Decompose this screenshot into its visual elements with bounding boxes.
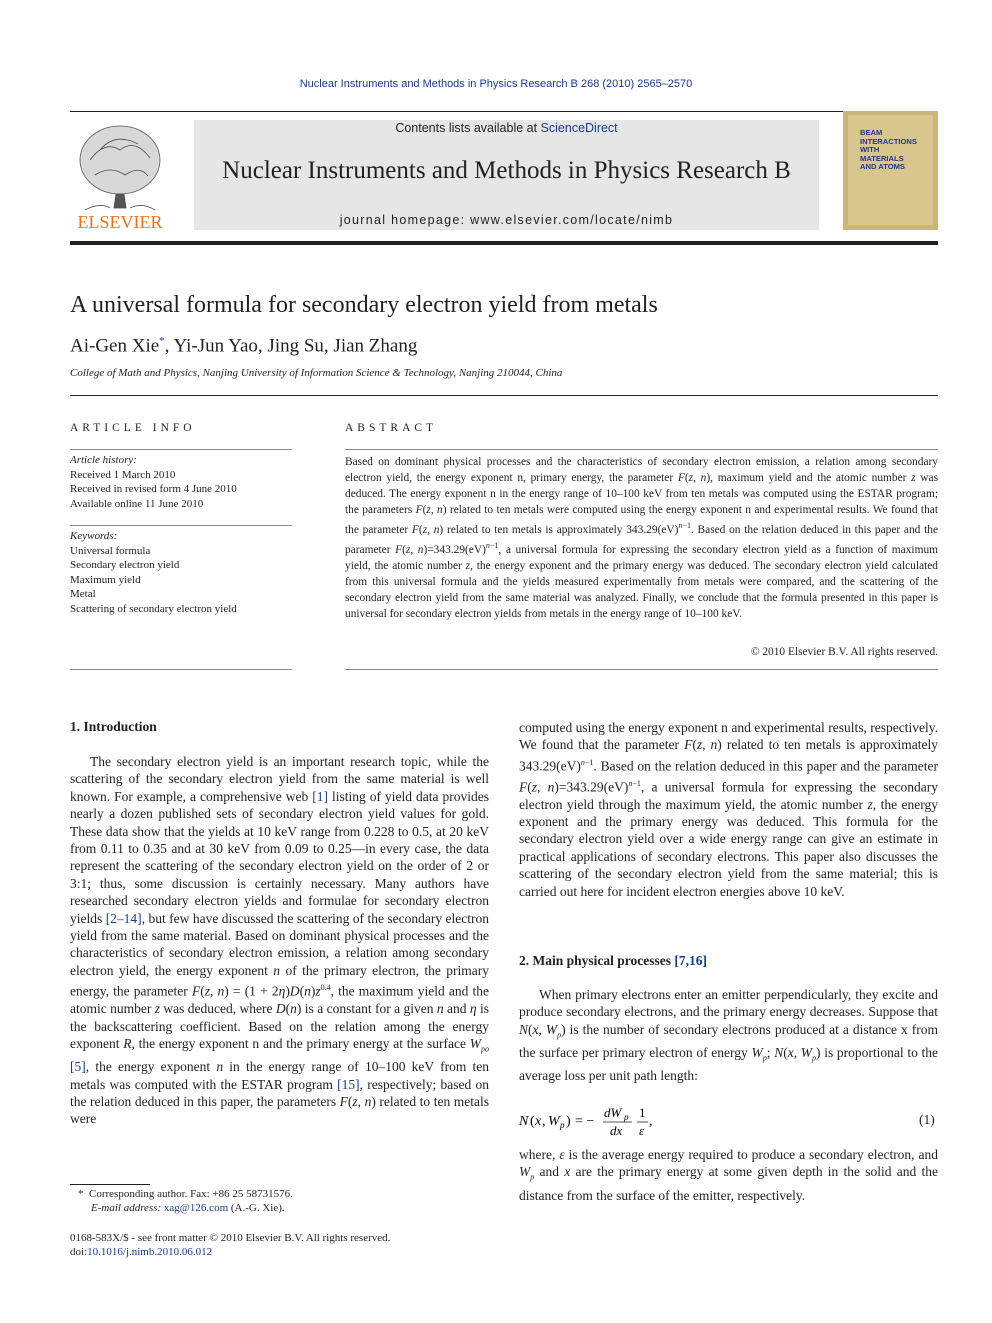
keywords bbox=[70, 529, 292, 616]
equation-number: (1) bbox=[919, 1112, 935, 1127]
email-label: E-mail address: bbox=[91, 1202, 162, 1214]
issn-line: 0168-583X/$ - see front matter © 2010 Elsevier B.V. All rights reserved. bbox=[70, 1232, 391, 1244]
footnote-text: Corresponding author. Fax: +86 25 58731576. bbox=[89, 1188, 293, 1200]
body-column-right-3: where, ε is the average energy required to produce a secondary electron, and $W_p$ and x are the primary energy at some given depth in the solid and the distance from the surface of the emitter, respectively. bbox=[519, 1147, 938, 1203]
footnote-rule bbox=[70, 1184, 150, 1185]
doi-label: doi: bbox=[70, 1246, 88, 1258]
equation-x: x bbox=[535, 1114, 542, 1129]
elsevier-wordmark: ELSEVIER bbox=[77, 212, 163, 232]
author-list bbox=[70, 335, 417, 357]
section-heading-main-processes bbox=[519, 953, 707, 969]
equation-sub: p bbox=[560, 1120, 565, 1130]
affiliation: College of Math and Physics, Nanjing University of Information Science & Technology, Nanjing 210044, China bbox=[70, 367, 563, 379]
abstract-rule bbox=[345, 669, 938, 670]
section-heading-text: 2. Main physical processes bbox=[519, 953, 672, 968]
journal-cover-image[interactable] bbox=[843, 111, 938, 230]
sciencedirect-link[interactable]: ScienceDirect bbox=[540, 121, 618, 135]
header-thick-rule bbox=[70, 241, 938, 245]
keyword: Secondary electron yield bbox=[70, 559, 180, 571]
history-item: Received 1 March 2010 bbox=[70, 468, 176, 481]
section-heading-introduction: 1. Introduction bbox=[70, 719, 157, 734]
copyright-line: © 2010 Elsevier B.V. All rights reserved. bbox=[750, 646, 938, 658]
footnote-email bbox=[91, 1201, 511, 1215]
journal-reference[interactable]: Nuclear Instruments and Methods in Physics Research B 268 (2010) 2565–2570 bbox=[299, 78, 693, 90]
doi-line bbox=[70, 1245, 570, 1259]
citation-link[interactable]: [15] bbox=[337, 1076, 360, 1092]
info-rule bbox=[70, 669, 292, 670]
keyword: Universal formula bbox=[70, 544, 151, 557]
cover-title-line: MATERIALS bbox=[860, 153, 904, 163]
equation-denominator: dx bbox=[610, 1123, 623, 1138]
equation-1 bbox=[519, 1103, 938, 1139]
equation-end-comma: , bbox=[649, 1114, 653, 1129]
body-column-right-2: When primary electrons enter an emitter perpendicularly, they excite and produce secondary electrons, and the primary energy decreases. Suppose that N(x, $W_p$) is the number of secondary electrons produced at a distance x from the surface per primary electron of energy $W_p$; N(x, $W_p$) is proportional to the average loss per unit path length: bbox=[519, 987, 939, 1083]
equation-equals: = − bbox=[575, 1114, 595, 1129]
journal-homepage[interactable]: journal homepage: www.elsevier.com/locate/nimb bbox=[339, 213, 674, 227]
body-column-right: computed using the energy exponent n and experimental results, respectively. We found that the parameter F(z, n) related to ten metals is approximately 343.29(eV)$^{n-1}$. Based on the relation deduced in this paper and the parameter F(z, n)=343.29(eV)$^{n-1}$, a universal formula for expressing the secondary electron yield through the maximum yield, the atomic number z, the energy exponent and the primary energy was deduced. This formula for the secondary electron yield over a wide energy range can give an estimate in practical applications of secondary electrons. This paper also discusses the scattering of the secondary electron yield from the same material; this is carried out here for incident electron energies above 10 keV. bbox=[519, 720, 938, 899]
cover-title-line: BEAM bbox=[860, 128, 883, 137]
citation-link[interactable]: [2–14] bbox=[105, 910, 142, 926]
cover-title-line: WITH bbox=[860, 145, 880, 155]
corresponding-mark[interactable]: * bbox=[159, 335, 165, 347]
keywords-label: Keywords: bbox=[70, 530, 118, 542]
contents-prefix: Contents lists available at bbox=[395, 121, 541, 135]
history-label: Article history: bbox=[70, 454, 137, 466]
equation-epsilon: ε bbox=[639, 1123, 645, 1138]
cover-title bbox=[860, 129, 917, 172]
abstract-rule bbox=[345, 449, 938, 450]
article-history bbox=[70, 453, 292, 511]
abstract-text: Based on dominant physical processes and the characteristics of secondary electron emission, a relation among secondary electron yield, the energy exponent n, primary energy, the parameter F(z, n), maximum yield and the atomic number z was deduced. The energy exponent n in the energy range of 10–100 keV from ten metals was computed using the ESTAR program; the parameters F(z, n) related to ten metals were computed using the energy exponent n and experimental results. We found that the parameter F(z, n) related to ten metals is approximately 343.29(eV)$^{n-1}$. Based on the relation deduced in this paper and the parameter F(z, n)=343.29(eV)$^{n-1}$, a universal formula for expressing the secondary electron yield as a function of maximum yield, the atomic number z, the energy exponent and the primary energy was deduced. The secondary electron yield calculated from this universal formula and the yields measured experimentally from metals were compared, and the scattering of the secondary electron yield from the same material was analyzed. Finally, we conclude that the formula presented in this paper is universal for secondary electron yields from metals in the energy range of 10–100 keV. bbox=[345, 456, 939, 620]
elsevier-logo[interactable] bbox=[70, 120, 170, 232]
abstract-heading: ABSTRACT bbox=[345, 422, 438, 434]
equation-close: ) bbox=[566, 1114, 571, 1129]
footnote-corresponding: * Corresponding author. Fax: +86 25 58731576. bbox=[78, 1188, 293, 1200]
equation-w: W bbox=[548, 1114, 560, 1129]
info-rule bbox=[70, 525, 292, 526]
body-column-left: The secondary electron yield is an important research topic, while the scattering of the secondary electron yield from the same material is well known. For example, a comprehensive web [1] listing of yield data provides nearly a dozen published sets of secondary electron yield values for gold. These data show that the yields at 10 keV range from 0.228 to 0.5, at 20 keV from 0.11 to 0.35 and at 30 keV from 0.09 to 0.25—in every case, the data represent the scattering of the secondary electron yield on the order of 2 or 3:1; thus, some discussion is certainly necessary. Many authors have researched secondary electron yields and formulae for secondary electron yields [2–14], but few have discussed the scattering of the secondary electron yield from the same material. Based on dominant physical processes and the characteristics of secondary electron emission, a relation among secondary electron yield, the energy exponent n of the primary electron, the primary energy, the parameter F(z, $n) = (1 + 2\eta)D(n)z^{0.4}$, the maximum yield and the atomic number z was deduced, where D(n) is a constant for a given n and η is the backscattering coefficient. Based on the relation among the energy exponent R, the energy exponent n and the primary energy at the surface $W_{po}$ [5], the energy exponent n in the energy range of 10–100 keV from ten metals was computed with the ESTAR program [15], respectively; based on the relation deduced in this paper, the parameters F(z, n) related to ten metals were bbox=[70, 754, 490, 1127]
equation-lhs: N bbox=[519, 1114, 529, 1129]
equation-numerator: dW bbox=[604, 1105, 622, 1120]
citation-link[interactable]: [5] bbox=[70, 1059, 86, 1075]
doi-link[interactable]: 10.1016/j.nimb.2010.06.012 bbox=[87, 1246, 213, 1258]
title-rule bbox=[70, 395, 938, 396]
keyword: Metal bbox=[70, 588, 96, 600]
author-name[interactable]: Ai-Gen Xie bbox=[70, 335, 160, 357]
article-info-heading: ARTICLE INFO bbox=[70, 422, 196, 434]
citation-link[interactable]: [7,16] bbox=[674, 953, 708, 968]
keyword: Maximum yield bbox=[70, 573, 141, 586]
author-names-rest[interactable]: , Yi-Jun Yao, Jing Su, Jian Zhang bbox=[164, 335, 418, 357]
equation-paren: ( bbox=[530, 1114, 535, 1129]
citation-link[interactable]: [1] bbox=[312, 788, 328, 804]
equation-one: 1 bbox=[639, 1105, 646, 1120]
history-item: Available online 11 June 2010 bbox=[70, 497, 204, 510]
equation-num-sub: p bbox=[624, 1112, 629, 1122]
top-rule bbox=[70, 111, 938, 112]
equation-comma: , bbox=[542, 1114, 546, 1129]
info-rule bbox=[70, 449, 292, 450]
contents-line bbox=[194, 121, 819, 135]
cover-title-line: AND ATOMS bbox=[860, 162, 905, 172]
journal-title: Nuclear Instruments and Methods in Physics Research B bbox=[222, 157, 791, 184]
email-suffix: (A.-G. Xie). bbox=[228, 1202, 285, 1214]
paper-title: A universal formula for secondary electron yield from metals bbox=[70, 292, 658, 318]
email-link[interactable]: xag@126.com bbox=[163, 1202, 229, 1214]
cover-title-line: INTERACTIONS bbox=[860, 136, 917, 146]
history-item: Received in revised form 4 June 2010 bbox=[70, 483, 237, 495]
keyword: Scattering of secondary electron yield bbox=[70, 602, 237, 615]
